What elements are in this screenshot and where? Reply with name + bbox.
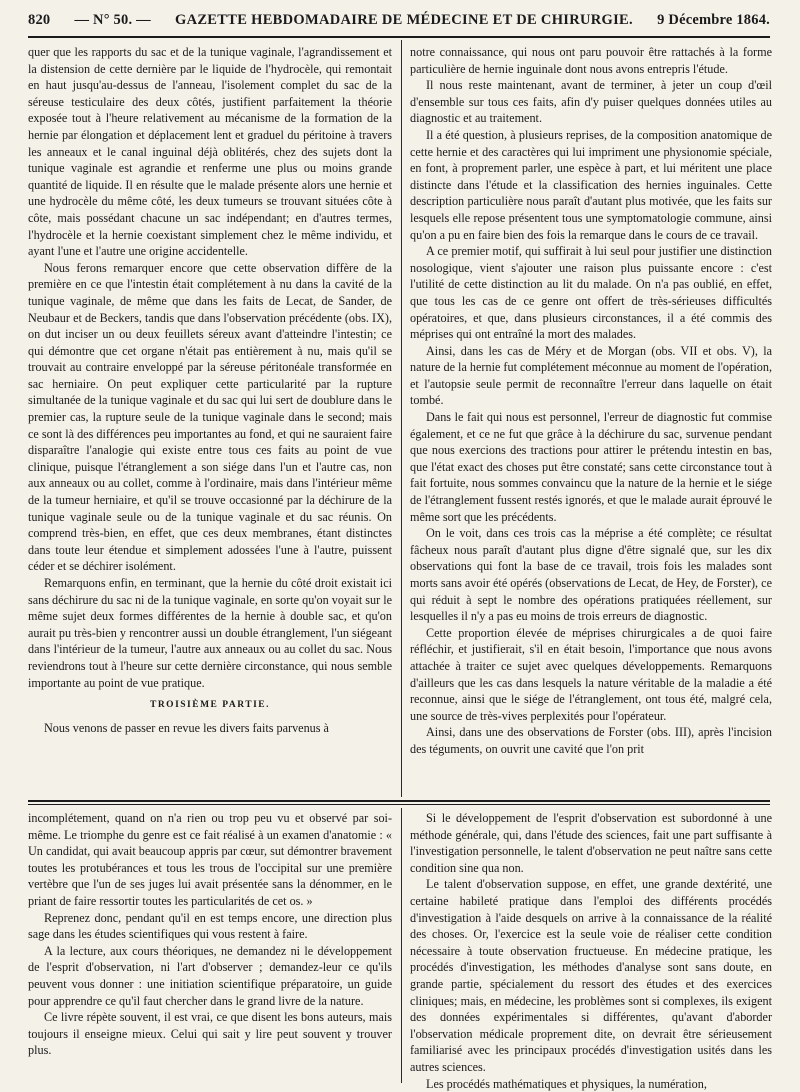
issue-date: 9 Décembre 1864. xyxy=(657,12,770,29)
paragraph: Les procédés mathématiques et physiques, la numération, xyxy=(410,1076,772,1092)
paragraph: Reprenez donc, pendant qu'il en est temps encore, une direction plus sage dans les études scientifiques qui vous restent à faire. xyxy=(28,910,392,943)
paragraph: Ainsi, dans les cas de Méry et de Morgan (obs. VII et obs. V), la nature de la hernie fut complétement méconnue au moment de l'opération, et l'autopsie seule permit de reconnaître l'erreur dans laquelle on était tombé. xyxy=(410,343,772,409)
paragraph: Remarquons enfin, en terminant, que la hernie du côté droit existait ici sans déchirure du sac ni de la tunique vaginale, en sorte qu'on voyait sur le même sujet deux formes différentes de la hernie à double sac, et qu'on aurait pu très-bien y rencontrer aussi un double étranglement, l'un siégeant dans l'intérieur de la tumeur, l'autre aux anneaux ou au collet du sac. Nous reviendrons tout à l'heure sur cette dernière circonstance, qui nous semble importante au point de vue pratique. xyxy=(28,575,392,691)
header-rule xyxy=(28,36,770,38)
paragraph: notre connaissance, qui nous ont paru pouvoir être rattachés à la forme particulière de hernie inguinale dont nous avons entrepris l'étude. xyxy=(410,44,772,77)
section-title: TROISIÈME PARTIE. xyxy=(28,697,392,714)
paragraph: Le talent d'observation suppose, en effet, une grande dextérité, une certaine habileté pratique dans l'emploi des différents procédés d'investigation à l'aide desquels on arrive à la connaissance de la réalité des choses. Or, l'exercice est la seule voie de réaliser cette condition nécessaire à toute observation fructueuse. En médecine pratique, les procédés d'investigation, les méthodes d'analyse sont sans doute, en grande partie, spécialement du ressort des études et des exercices cliniques; mais, en médecine, les problèmes sont si complexes, ils exigent des données expérimentales si différentes, qu'avant d'aborder l'observation médicale proprement dite, on devrait être sérieusement familiarisé avec les principaux procédés d'investigation usités dans les autres sciences. xyxy=(410,876,772,1075)
column-bottom-left xyxy=(28,810,392,1082)
column-top-right xyxy=(410,44,772,796)
paragraph: Dans le fait qui nous est personnel, l'erreur de diagnostic fut commise également, et ce ne fut que grâce à la déchirure du sac, survenue pendant que nous exercions des tractions pour attirer le prétendu intestin en bas, que l'état exact des choses put être constaté; sans cette circonstance tout à fait fortuite, nous sommes convaincu que la nature de la hernie et le siége de l'étranglement fussent restés ignorés, et que le malade aurait éprouvé le même sort que les précédents. xyxy=(410,409,772,525)
paragraph: Si le développement de l'esprit d'observation est subordonné à une méthode générale, qui, dans l'étude des sciences, fait une part suffisante à l'investigation personnelle, le talent d'observation ne peut naître sans cette condition sine qua non. xyxy=(410,810,772,876)
paragraph: Nous ferons remarquer encore que cette observation diffère de la première en ce que l'intestin était complétement à nu dans la cavité de la tunique vaginale, de même que dans les faits de Lecat, de Sander, de Neubaur et de Beckers, tandis que dans l'observation précédente (obs. IX), on dut inciser un ou deux feuillets séreux avant d'atteindre l'intestin; ce qui démontre que cet organe n'était pas entièrement à nu, mais qu'il se trouvait au contraire enveloppé par la séreuse péritonéale transformée en sac herniaire. On peut expliquer cette particularité par la rupture simultanée de la tunique vaginale et du sac qui lui sert de doublure dans le premier cas, la rupture seule de la tunique vaginale dans le second; mais ce sont là des différences peu importantes au fond, et qui ne sauraient faire disparaître l'analogie qui existe entre tous ces faits au point de vue clinique, puisque l'étranglement a son siége dans l'un et l'autre cas, non aux anneaux ou au collet, comme à l'ordinaire, mais dans l'intérieur même de la tumeur herniaire, et qu'il se trouve occasionné par la déchirure de la tunique vaginale seule ou de la tunique vaginale et du sac réunis. On comprend très-bien, en effet, que ces deux membranes, étant distinctes dans toute leur étendue et simplement adossées l'une à l'autre, puissent céder et se déchirer isolément. xyxy=(28,260,392,575)
paragraph: quer que les rapports du sac et de la tunique vaginale, l'agrandissement et la distension de cette dernière par le liquide de l'hydrocèle, qui remontait en haut jusqu'au-dessus de l'anneau, l'isolement complet du sac de la séreuse testiculaire des deux côtés, justifient parfaitement la théorie exposée tout à l'heure relativement au mécanisme de la formation de la hernie par élongation et déplacement lent et graduel du péritoine à travers les anneaux et le canal inguinal déjà oblitérés, chez des sujets dont la tunique vaginale est agrandie et renferme une plus ou moins grande quantité de liquide. Il en résulte que le malade présente alors une hernie et une hydrocèle du même côté, les deux tumeurs se trouvant situées côte à côte, mais possédant chacune un sac indépendant; en d'autres termes, l'hydrocèle et la hernie coexistant simplement chez le même individu, et ayant l'une et l'autre une origine accidentelle. xyxy=(28,44,392,260)
paragraph: Il a été question, à plusieurs reprises, de la composition anatomique de cette hernie et des caractères qui lui impriment une physionomie spéciale, en font, à proprement parler, une espèce à part, et lui méritent une place distincte dans l'étude et la classification des hernies inguinales. Cette description particulière nous paraît d'autant plus motivée, que les faits sur lesquels elle repose présentent tous une symptomatologie commune, ainsi qu'on a pu en faire bien des fois la remarque dans le cours de ce travail. xyxy=(410,127,772,243)
paragraph: Ainsi, dans une des observations de Forster (obs. III), après l'incision des téguments, on ouvrit une cavité que l'on prit xyxy=(410,724,772,757)
column-divider-lower xyxy=(401,808,402,1083)
paragraph: A la lecture, aux cours théoriques, ne demandez ni le développement de l'esprit d'observation, ni l'art d'observer ; demandez-leur ce qu'ils peuvent vous donner : une initiation scientifique préparatoire, un guide pour apprendre ce qu'il faut chercher dans le grand livre de la nature. xyxy=(28,943,392,1009)
paragraph: incomplétement, quand on n'a rien ou trop peu vu et observé par soi-même. Le triomphe du genre est ce fait réalisé à un examen d'anatomie : « Un candidat, qui avait beaucoup appris par cœur, sut démontrer bravement toutes les protubérances et tous les trous de l'occipital sur une première vertèbre que l'un de ses juges lui avait présentée sans la dénommer, en le priant de faire ressortir toutes les particularités de cet os. » xyxy=(28,810,392,910)
column-bottom-right xyxy=(410,810,772,1082)
issue-number: — N° 50. — xyxy=(75,12,151,29)
page-header xyxy=(28,8,770,32)
paragraph: Cette proportion élevée de méprises chirurgicales a de quoi faire réfléchir, et justifierait, s'il en était besoin, l'importance que nous avons attachée à traiter ce sujet avec quelques développements. Remarquons d'ailleurs que les cas dans lesquels la nature véritable de la maladie a été reconnue, ainsi que le siége de l'étranglement, ont tous été, malgré cela, une source de très-vives perplexités pour l'opérateur. xyxy=(410,625,772,725)
column-top-left xyxy=(28,44,392,796)
feuilleton-rule xyxy=(28,800,770,802)
paragraph: Nous venons de passer en revue les divers faits parvenus à xyxy=(28,720,392,737)
paragraph: Ce livre répète souvent, il est vrai, ce que disent les bons auteurs, mais toujours il enseigne mieux. Celui qui sait y lire peut souvent y trouver plus. xyxy=(28,1009,392,1059)
feuilleton-rule-thin xyxy=(28,804,770,805)
page-number: 820 xyxy=(28,12,50,29)
paragraph: Il nous reste maintenant, avant de terminer, à jeter un coup d'œil d'ensemble sur tous ces faits, afin d'y puiser quelques données utiles au diagnostic et au traitement. xyxy=(410,77,772,127)
column-divider-upper xyxy=(401,40,402,797)
paragraph: A ce premier motif, qui suffirait à lui seul pour justifier une distinction nosologique, vient s'ajouter une raison plus puissante encore : c'est l'utilité de cette distinction au lit du malade. On n'a pas oublié, en effet, que tous les cas de ce genre ont offert de très-sérieuses difficultés opératoires, et que, dans plusieurs circonstances, il a été commis des méprises qui ont entraîné la mort des malades. xyxy=(410,243,772,343)
journal-title: GAZETTE HEBDOMADAIRE DE MÉDECINE ET DE CHIRURGIE. xyxy=(175,12,633,29)
paragraph: On le voit, dans ces trois cas la méprise a été complète; ce résultat fâcheux nous paraît d'autant plus digne d'être signalé que, sur les dix observations qui font la base de ce travail, trois fois les malades sont morts sans avoir été opérés (observations de Lecat, de Hey, de Forster), ce qui réduit à sept le nombre des opérations pratiquées réellement, sur lesquelles il n'y a pas eu moins de trois erreurs de diagnostic. xyxy=(410,525,772,625)
